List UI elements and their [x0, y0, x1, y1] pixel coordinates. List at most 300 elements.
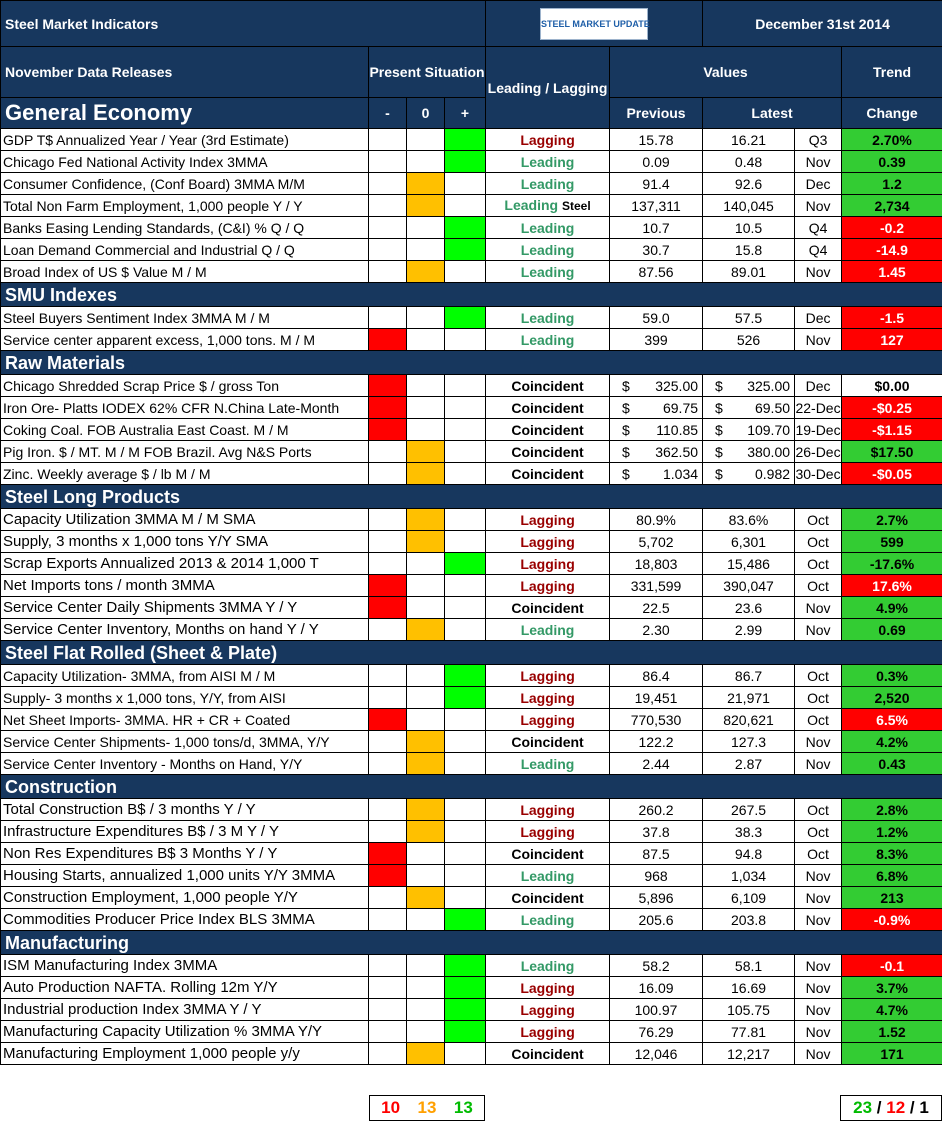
- money-cell: [703, 398, 794, 418]
- period: Nov: [795, 977, 842, 999]
- situation-neutral-cell: [407, 753, 445, 775]
- latest-value: 390,047: [703, 575, 795, 597]
- indicator-type-label: Leading: [504, 197, 559, 213]
- indicator-type: [486, 375, 610, 397]
- indicator-type: [486, 709, 610, 731]
- indicator-row: [1, 261, 942, 283]
- previous-value: 205.6: [610, 909, 703, 931]
- situation-positive-cell: [445, 865, 486, 887]
- indicator-type: [486, 239, 610, 261]
- indicator-type-label: Leading: [520, 755, 575, 772]
- indicator-row: [1, 531, 942, 553]
- latest-value: 526: [703, 329, 795, 351]
- indicator-label: Scrap Exports Annualized 2013 & 2014 1,000 T: [1, 553, 369, 575]
- indicator-type: [486, 753, 610, 775]
- situation-negative-cell: [369, 129, 407, 151]
- indicator-label: Supply- 3 months x 1,000 tons, Y/Y, from AISI: [1, 687, 369, 709]
- latest-value: 105.75: [703, 999, 795, 1021]
- situation-negative-cell: [369, 375, 407, 397]
- trend-change: -0.1: [842, 955, 942, 977]
- previous-value: 331,599: [610, 575, 703, 597]
- currency-symbol: $: [715, 443, 723, 460]
- period: Q4: [795, 239, 842, 261]
- indicator-type: [486, 977, 610, 999]
- indicator-type: [486, 955, 610, 977]
- indicator-type-label: Lagging: [520, 801, 575, 818]
- situation-neutral-cell: [407, 731, 445, 753]
- situation-negative-cell: [369, 687, 407, 709]
- situation-negative-cell: [369, 799, 407, 821]
- indicator-label: Coking Coal. FOB Australia East Coast. M / M: [1, 419, 369, 441]
- indicator-type: [486, 419, 610, 441]
- period: Nov: [795, 195, 842, 217]
- trend-change: 0.39: [842, 151, 942, 173]
- indicator-type-label: Coincident: [511, 399, 584, 416]
- indicator-label: Service Center Daily Shipments 3MMA Y / Y: [1, 597, 369, 619]
- trend-change: -1.5: [842, 307, 942, 329]
- period: Oct: [795, 553, 842, 575]
- indicator-row: [1, 909, 942, 931]
- indicator-row: [1, 1043, 942, 1065]
- previous-value: 2.30: [610, 619, 703, 641]
- latest-value: 203.8: [703, 909, 795, 931]
- period: 19-Dec: [795, 419, 842, 441]
- situation-neutral-cell: [407, 687, 445, 709]
- situation-negative-cell: [369, 753, 407, 775]
- situation-negative-cell: [369, 619, 407, 641]
- trend-change: 2.7%: [842, 509, 942, 531]
- money-amount: 109.70: [747, 421, 791, 438]
- situation-negative-cell: [369, 999, 407, 1021]
- indicator-type-label: Coincident: [511, 1045, 584, 1062]
- situation-negative-cell: [369, 597, 407, 619]
- indicator-label: Supply, 3 months x 1,000 tons Y/Y SMA: [1, 531, 369, 553]
- indicator-label: Loan Demand Commercial and Industrial Q / Q: [1, 239, 369, 261]
- situation-positive-cell: [445, 173, 486, 195]
- indicator-row: [1, 217, 942, 239]
- indicator-type: [486, 665, 610, 687]
- situation-positive-cell: [445, 619, 486, 641]
- indicator-row: [1, 329, 942, 351]
- period: Nov: [795, 909, 842, 931]
- trend-change: 1.52: [842, 1021, 942, 1043]
- section-title: Construction: [1, 775, 942, 799]
- indicator-type-label: Coincident: [511, 599, 584, 616]
- trend-down-count: 12: [886, 1098, 906, 1117]
- indicator-type-label: Leading: [520, 957, 575, 974]
- indicator-row: [1, 955, 942, 977]
- trend-change: -$0.05: [842, 463, 942, 485]
- indicator-type-label: Leading: [520, 621, 575, 638]
- trend-change: -14.9: [842, 239, 942, 261]
- trend-change: 0.43: [842, 753, 942, 775]
- indicator-type-label: Leading: [520, 219, 575, 236]
- situation-neutral-cell: [407, 909, 445, 931]
- logo-badge: [540, 8, 648, 40]
- indicator-type: [486, 1021, 610, 1043]
- period: Dec: [795, 173, 842, 195]
- previous-value: [610, 441, 703, 463]
- previous-value: 12,046: [610, 1043, 703, 1065]
- period: Oct: [795, 509, 842, 531]
- indicator-type-label: Lagging: [520, 555, 575, 572]
- situation-negative-cell: [369, 887, 407, 909]
- indicator-type-label: Coincident: [511, 377, 584, 394]
- currency-symbol: $: [622, 443, 630, 460]
- situation-positive-cell: [445, 799, 486, 821]
- situation-negative-cell: [369, 665, 407, 687]
- situation-neutral-cell: [407, 999, 445, 1021]
- latest-value: 16.69: [703, 977, 795, 999]
- indicator-type: [486, 687, 610, 709]
- situation-positive-cell: [445, 821, 486, 843]
- indicator-type-label: Coincident: [511, 733, 584, 750]
- situation-neutral-cell: [407, 575, 445, 597]
- money-amount: 69.75: [662, 399, 699, 416]
- situation-negative-cell: [369, 955, 407, 977]
- situation-neutral-cell: [407, 195, 445, 217]
- situation-positive-cell: [445, 909, 486, 931]
- latest-value: 6,301: [703, 531, 795, 553]
- period: Nov: [795, 999, 842, 1021]
- previous-value: [610, 463, 703, 485]
- situation-neutral-cell: [407, 1021, 445, 1043]
- indicator-type-label: Lagging: [520, 711, 575, 728]
- situation-neutral-cell: [407, 597, 445, 619]
- indicator-label: Banks Easing Lending Standards, (C&I) % Q / Q: [1, 217, 369, 239]
- indicator-type: [486, 887, 610, 909]
- indicator-type: [486, 575, 610, 597]
- period: 26-Dec: [795, 441, 842, 463]
- indicator-type-label: Leading: [520, 241, 575, 258]
- indicator-row: [1, 441, 942, 463]
- trend-totals: [840, 1095, 942, 1121]
- indicator-label: Capacity Utilization- 3MMA, from AISI M / M: [1, 665, 369, 687]
- latest-value: 6,109: [703, 887, 795, 909]
- latest-value: 267.5: [703, 799, 795, 821]
- indicator-label: Infrastructure Expenditures B$ / 3 M Y / Y: [1, 821, 369, 843]
- previous-header: Previous: [610, 98, 703, 129]
- previous-value: 58.2: [610, 955, 703, 977]
- indicator-row: [1, 597, 942, 619]
- previous-value: 76.29: [610, 1021, 703, 1043]
- indicator-type-label: Coincident: [511, 443, 584, 460]
- situation-negative-cell: [369, 553, 407, 575]
- money-cell: [610, 376, 702, 396]
- indicator-label: Service Center Shipments- 1,000 tons/d, 3MMA, Y/Y: [1, 731, 369, 753]
- situation-neutral-cell: [407, 463, 445, 485]
- section-header-row: [1, 351, 942, 375]
- money-amount: 380.00: [747, 443, 791, 460]
- indicator-label: Chicago Fed National Activity Index 3MMA: [1, 151, 369, 173]
- indicator-type-label: Leading: [520, 153, 575, 170]
- indicator-row: [1, 865, 942, 887]
- indicator-row: [1, 307, 942, 329]
- indicator-type: [486, 151, 610, 173]
- indicator-type-label: Leading: [520, 331, 575, 348]
- trend-change: -$1.15: [842, 419, 942, 441]
- indicator-label: Construction Employment, 1,000 people Y/Y: [1, 887, 369, 909]
- situation-neutral-cell: [407, 397, 445, 419]
- indicator-row: [1, 173, 942, 195]
- indicator-row: [1, 999, 942, 1021]
- indicator-type: [486, 173, 610, 195]
- present-situation-header: Present Situation: [369, 47, 486, 98]
- period: Nov: [795, 1043, 842, 1065]
- trend-change: 2,734: [842, 195, 942, 217]
- indicator-type-label: Leading: [520, 263, 575, 280]
- situation-negative-cell: [369, 173, 407, 195]
- situation-neutral-cell: [407, 709, 445, 731]
- latest-value: 89.01: [703, 261, 795, 283]
- indicator-label: Non Res Expenditures B$ 3 Months Y / Y: [1, 843, 369, 865]
- indicator-label: Net Imports tons / month 3MMA: [1, 575, 369, 597]
- latest-value: [703, 397, 795, 419]
- previous-value: 87.56: [610, 261, 703, 283]
- period: Nov: [795, 887, 842, 909]
- indicator-label: Manufacturing Capacity Utilization % 3MMA Y/Y: [1, 1021, 369, 1043]
- trend-sep-2: /: [909, 1098, 915, 1117]
- situation-positive-cell: [445, 329, 486, 351]
- situation-negative-cell: [369, 195, 407, 217]
- period: Oct: [795, 531, 842, 553]
- indicator-row: [1, 195, 942, 217]
- period: Nov: [795, 597, 842, 619]
- indicator-type-label: Coincident: [511, 421, 584, 438]
- situation-neutral-cell: [407, 955, 445, 977]
- indicator-row: [1, 575, 942, 597]
- count-red: 10: [381, 1098, 401, 1117]
- situation-positive-cell: [445, 397, 486, 419]
- indicator-label: Auto Production NAFTA. Rolling 12m Y/Y: [1, 977, 369, 999]
- situation-negative-cell: [369, 575, 407, 597]
- money-amount: 325.00: [747, 377, 791, 394]
- situation-positive-cell: [445, 129, 486, 151]
- situation-negative-cell: [369, 1043, 407, 1065]
- trend-change: -0.9%: [842, 909, 942, 931]
- previous-value: 30.7: [610, 239, 703, 261]
- currency-symbol: $: [715, 399, 723, 416]
- situation-neutral-cell: [407, 887, 445, 909]
- latest-value: [703, 375, 795, 397]
- indicator-label: Service center apparent excess, 1,000 tons. M / M: [1, 329, 369, 351]
- indicator-label: GDP T$ Annualized Year / Year (3rd Estimate): [1, 129, 369, 151]
- situation-positive-cell: [445, 843, 486, 865]
- indicator-type: [486, 129, 610, 151]
- currency-symbol: $: [622, 377, 630, 394]
- situation-positive-cell: [445, 509, 486, 531]
- indicator-row: [1, 799, 942, 821]
- trend-change: 8.3%: [842, 843, 942, 865]
- indicator-label: Steel Buyers Sentiment Index 3MMA M / M: [1, 307, 369, 329]
- situation-neutral-cell: [407, 619, 445, 641]
- trend-change: 3.7%: [842, 977, 942, 999]
- previous-value: 5,896: [610, 887, 703, 909]
- situation-positive-cell: [445, 419, 486, 441]
- trend-change: -17.6%: [842, 553, 942, 575]
- indicator-row: [1, 151, 942, 173]
- indicator-label: Pig Iron. $ / MT. M / M FOB Brazil. Avg N&S Ports: [1, 441, 369, 463]
- latest-value: 127.3: [703, 731, 795, 753]
- previous-value: 16.09: [610, 977, 703, 999]
- situation-negative-cell: [369, 977, 407, 999]
- currency-symbol: $: [622, 465, 630, 482]
- indicator-label: Service Center Inventory, Months on hand Y / Y: [1, 619, 369, 641]
- indicator-row: [1, 687, 942, 709]
- money-amount: 325.00: [655, 377, 699, 394]
- previous-value: 968: [610, 865, 703, 887]
- situation-neutral-cell: [407, 977, 445, 999]
- currency-symbol: $: [622, 421, 630, 438]
- indicator-row: [1, 375, 942, 397]
- indicator-type: [486, 865, 610, 887]
- situation-positive-cell: [445, 977, 486, 999]
- indicator-type: [486, 843, 610, 865]
- currency-symbol: $: [715, 421, 723, 438]
- situation-neutral-cell: [407, 173, 445, 195]
- indicator-label: Iron Ore- Platts IODEX 62% CFR N.China Late-Month: [1, 397, 369, 419]
- trend-change: $17.50: [842, 441, 942, 463]
- trend-change: 599: [842, 531, 942, 553]
- latest-value: 38.3: [703, 821, 795, 843]
- latest-value: 21,971: [703, 687, 795, 709]
- situation-negative-cell: [369, 307, 407, 329]
- situation-neutral-cell: [407, 329, 445, 351]
- situation-positive-cell: [445, 553, 486, 575]
- indicator-type-suffix: Steel: [561, 199, 591, 213]
- section-title: SMU Indexes: [1, 283, 942, 307]
- section-title: Steel Long Products: [1, 485, 942, 509]
- situation-positive-cell: [445, 575, 486, 597]
- trend-flat-count: 1: [919, 1098, 929, 1117]
- situation-positive-cell: [445, 687, 486, 709]
- period: Q3: [795, 129, 842, 151]
- indicator-label: Capacity Utilization 3MMA M / M SMA: [1, 509, 369, 531]
- indicator-row: [1, 665, 942, 687]
- latest-value: 15.8: [703, 239, 795, 261]
- period: Oct: [795, 665, 842, 687]
- period: Dec: [795, 375, 842, 397]
- indicator-type-label: Leading: [520, 175, 575, 192]
- situation-positive-cell: [445, 1043, 486, 1065]
- situation-negative-cell: [369, 419, 407, 441]
- indicator-type: [486, 261, 610, 283]
- indicator-label: Zinc. Weekly average $ / lb M / M: [1, 463, 369, 485]
- situation-neutral-cell: [407, 307, 445, 329]
- situation-positive-cell: [445, 195, 486, 217]
- logo: [486, 1, 703, 47]
- indicator-label: Commodities Producer Price Index BLS 3MMA: [1, 909, 369, 931]
- situation-positive-cell: [445, 463, 486, 485]
- indicator-row: [1, 509, 942, 531]
- indicator-type: [486, 619, 610, 641]
- indicator-type-label: Leading: [520, 867, 575, 884]
- indicator-label: Total Construction B$ / 3 months Y / Y: [1, 799, 369, 821]
- situation-neutral-cell: [407, 239, 445, 261]
- trend-change: 6.5%: [842, 709, 942, 731]
- trend-change: $0.00: [842, 375, 942, 397]
- situation-negative-cell: [369, 709, 407, 731]
- previous-value: 59.0: [610, 307, 703, 329]
- situation-positive-cell: [445, 375, 486, 397]
- situation-neutral-cell: [407, 509, 445, 531]
- latest-value: 15,486: [703, 553, 795, 575]
- situation-neutral-cell: [407, 1043, 445, 1065]
- situation-negative-cell: [369, 441, 407, 463]
- values-header: Values: [610, 47, 842, 98]
- period: Oct: [795, 575, 842, 597]
- situation-neutral-cell: [407, 261, 445, 283]
- trend-change: 1.45: [842, 261, 942, 283]
- situation-negative-cell: [369, 261, 407, 283]
- indicator-label: Industrial production Index 3MMA Y / Y: [1, 999, 369, 1021]
- currency-symbol: $: [622, 399, 630, 416]
- section-header-row: [1, 641, 942, 665]
- indicator-type-label: Lagging: [520, 689, 575, 706]
- trend-up-count: 23: [853, 1098, 873, 1117]
- situation-positive-cell: [445, 665, 486, 687]
- latest-value: 86.7: [703, 665, 795, 687]
- latest-value: 94.8: [703, 843, 795, 865]
- latest-header: Latest: [703, 98, 842, 129]
- situation-neutral-cell: [407, 217, 445, 239]
- section-header-row: [1, 931, 942, 955]
- latest-value: 140,045: [703, 195, 795, 217]
- leading-lagging-header: Leading / Lagging: [486, 47, 610, 129]
- indicator-type-label: Lagging: [520, 577, 575, 594]
- trend-change: 0.69: [842, 619, 942, 641]
- trend-change: 1.2%: [842, 821, 942, 843]
- trend-change: 171: [842, 1043, 942, 1065]
- indicator-label: Total Non Farm Employment, 1,000 people Y / Y: [1, 195, 369, 217]
- logo-text: STEEL MARKET UPDATE: [541, 18, 650, 29]
- indicator-row: [1, 129, 942, 151]
- situation-positive-cell: [445, 731, 486, 753]
- period: Nov: [795, 955, 842, 977]
- situation-negative-cell: [369, 531, 407, 553]
- latest-value: [703, 463, 795, 485]
- section-title: Raw Materials: [1, 351, 942, 375]
- indicator-label: Net Sheet Imports- 3MMA. HR + CR + Coated: [1, 709, 369, 731]
- previous-value: 80.9%: [610, 509, 703, 531]
- latest-value: 2.99: [703, 619, 795, 641]
- section-title-general-economy: General Economy: [1, 98, 369, 129]
- money-cell: [703, 376, 794, 396]
- indicator-type: [486, 217, 610, 239]
- period: Dec: [795, 307, 842, 329]
- period: Nov: [795, 619, 842, 641]
- situation-positive-cell: [445, 239, 486, 261]
- trend-change: 2,520: [842, 687, 942, 709]
- indicator-type-label: Lagging: [520, 979, 575, 996]
- previous-value: 0.09: [610, 151, 703, 173]
- period: Oct: [795, 709, 842, 731]
- indicator-type-label: Lagging: [520, 1023, 575, 1040]
- indicator-row: [1, 397, 942, 419]
- money-amount: 0.982: [754, 465, 791, 482]
- previous-value: 137,311: [610, 195, 703, 217]
- latest-value: [703, 441, 795, 463]
- indicator-row: [1, 619, 942, 641]
- indicator-type: [486, 329, 610, 351]
- indicator-type-label: Leading: [520, 309, 575, 326]
- indicator-type-label: Coincident: [511, 845, 584, 862]
- period: 22-Dec: [795, 397, 842, 419]
- count-yellow: 13: [417, 1098, 437, 1117]
- indicator-type-label: Leading: [520, 911, 575, 928]
- situation-neutral-cell: [407, 129, 445, 151]
- indicator-row: [1, 709, 942, 731]
